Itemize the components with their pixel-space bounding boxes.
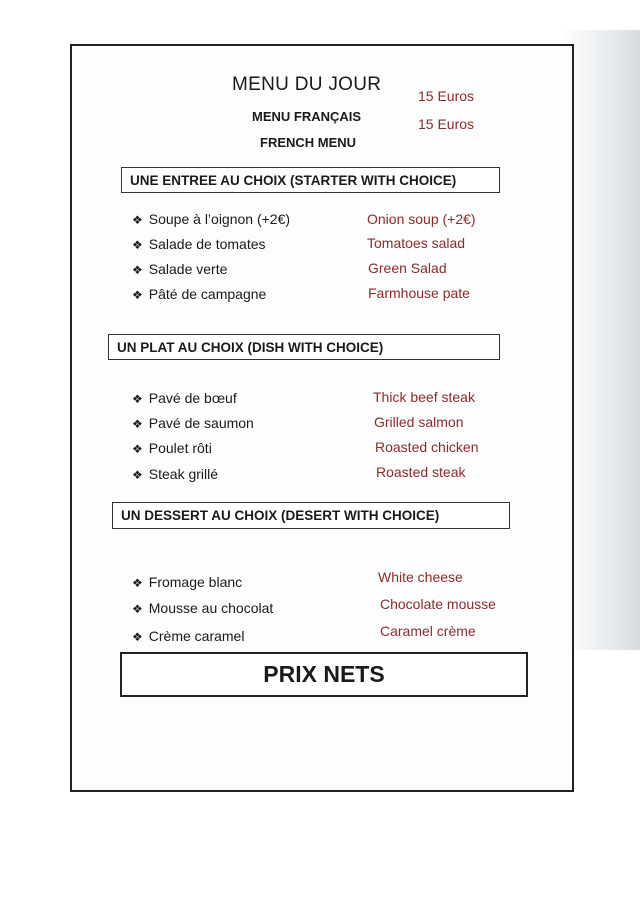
bullet-icon: ❖ [132, 213, 143, 227]
item-en: Roasted steak [376, 464, 466, 480]
list-item [132, 600, 273, 616]
menu-title: MENU DU JOUR [232, 74, 382, 95]
item-en: Caramel crème [380, 623, 476, 639]
item-en: Roasted chicken [375, 439, 479, 455]
bullet-icon: ❖ [132, 392, 143, 406]
price-francais: 15 Euros [418, 88, 475, 104]
menu-francais-label: MENU FRANÇAIS [252, 109, 362, 124]
net-prices-text: PRIX NETS [263, 661, 385, 687]
list-item [132, 415, 254, 431]
item-fr: Soupe à l’oignon (+2€) [148, 211, 291, 227]
bullet-icon: ❖ [132, 442, 143, 456]
item-en: Grilled salmon [374, 414, 464, 430]
list-item [132, 574, 242, 590]
bullet-icon: ❖ [132, 288, 143, 302]
dish-heading-text: UN PLAT AU CHOIX (DISH WITH CHOICE) [117, 339, 384, 355]
item-fr: Salade de tomates [148, 236, 266, 252]
item-en: Chocolate mousse [380, 596, 496, 612]
list-item [132, 440, 212, 456]
item-fr: Mousse au chocolat [148, 600, 274, 616]
french-menu-label: FRENCH MENU [260, 135, 357, 150]
list-item [132, 286, 266, 302]
item-fr: Steak grillé [148, 466, 219, 482]
bullet-icon: ❖ [132, 468, 143, 482]
item-fr: Poulet rôti [148, 440, 212, 456]
list-item [132, 390, 237, 406]
list-item [132, 236, 266, 252]
item-en: White cheese [378, 569, 463, 585]
bullet-icon: ❖ [132, 417, 143, 431]
item-fr: Pâté de campagne [148, 286, 267, 302]
net-prices-banner [120, 652, 528, 697]
item-fr: Pavé de bœuf [148, 390, 237, 406]
bullet-icon: ❖ [132, 602, 143, 616]
price-french: 15 Euros [418, 116, 475, 132]
item-fr: Pavé de saumon [148, 415, 254, 431]
dessert-heading-text: UN DESSERT AU CHOIX (DESERT WITH CHOICE) [121, 508, 440, 523]
item-fr: Salade verte [148, 261, 228, 277]
bullet-icon: ❖ [132, 630, 143, 644]
item-fr: Fromage blanc [148, 574, 243, 590]
dish-heading [108, 334, 500, 360]
list-item [132, 261, 227, 277]
item-en: Tomatoes salad [367, 235, 466, 251]
list-item [132, 211, 290, 227]
menu-sheet [70, 44, 574, 792]
dessert-heading [112, 502, 510, 529]
item-en: Green Salad [368, 260, 447, 276]
list-item [132, 466, 218, 482]
item-en: Thick beef steak [373, 389, 475, 405]
starter-heading [121, 167, 500, 193]
bullet-icon: ❖ [132, 263, 143, 277]
item-fr: Crème caramel [148, 628, 245, 644]
bullet-icon: ❖ [132, 576, 143, 590]
item-en: Farmhouse pate [368, 285, 470, 301]
list-item [132, 628, 244, 644]
item-en: Onion soup (+2€) [367, 211, 476, 227]
starter-heading-text: UNE ENTREE AU CHOIX (STARTER WITH CHOICE) [130, 172, 457, 188]
bullet-icon: ❖ [132, 238, 143, 252]
